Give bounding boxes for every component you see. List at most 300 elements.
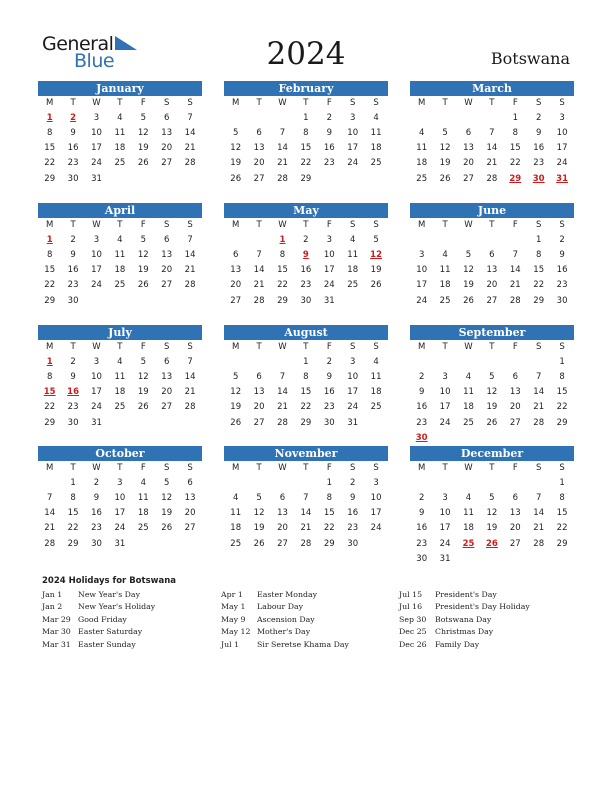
day: 25 [463, 417, 474, 428]
day: 5 [256, 493, 262, 504]
day: 15 [556, 387, 568, 398]
day: 3 [93, 357, 100, 368]
day: 22 [533, 280, 545, 291]
day: 23 [416, 538, 428, 549]
day: 26 [230, 173, 242, 184]
day: 18 [416, 158, 428, 169]
day: 5 [140, 357, 146, 368]
day: 9 [70, 372, 76, 383]
day: 14 [509, 265, 521, 276]
day: 14 [533, 508, 545, 519]
day: 25 [370, 402, 382, 413]
month-header: August [224, 325, 388, 340]
day: 13 [509, 508, 521, 519]
day: 6 [232, 250, 239, 261]
holiday-item [399, 590, 530, 602]
day: 26 [161, 523, 173, 534]
day: 3 [373, 478, 379, 489]
day: 22 [44, 280, 56, 291]
day: 23 [67, 402, 79, 413]
day: 14 [184, 128, 196, 139]
weekday-label: W [464, 463, 473, 473]
month-header: March [410, 81, 574, 96]
weekday-label: F [140, 220, 146, 230]
day: 1 [303, 113, 309, 124]
weekday-label: S [349, 220, 356, 230]
day: 28 [486, 173, 498, 184]
day: 15 [556, 508, 568, 519]
day: 2 [93, 478, 100, 489]
weekday-label: S [559, 342, 565, 352]
holiday-item [42, 590, 155, 602]
day: 23 [347, 523, 359, 534]
day: 15 [44, 143, 56, 154]
day: 22 [509, 158, 521, 169]
day: 5 [373, 235, 379, 246]
day: 18 [114, 143, 126, 154]
day: 12 [230, 143, 242, 154]
day: 15 [44, 265, 56, 276]
day: 1 [303, 357, 309, 368]
holiday-day: 29 [509, 173, 522, 184]
day: 16 [416, 523, 428, 534]
day: 19 [463, 280, 474, 291]
weekday-label: T [442, 463, 448, 473]
day: 19 [486, 523, 498, 534]
day: 15 [323, 508, 335, 519]
day: 4 [140, 478, 146, 489]
day: 3 [326, 235, 332, 246]
day: 24 [416, 295, 428, 306]
day: 5 [140, 235, 146, 246]
day: 12 [137, 250, 149, 261]
weekday-label: F [512, 98, 518, 108]
day: 15 [533, 265, 545, 276]
day: 12 [137, 372, 149, 383]
day: 8 [303, 128, 309, 139]
day: 10 [91, 128, 102, 139]
day: 23 [416, 417, 428, 428]
day: 30 [67, 173, 79, 184]
day: 16 [300, 265, 312, 276]
day: 28 [533, 417, 545, 428]
day: 7 [535, 372, 542, 383]
day: 7 [46, 493, 53, 504]
day: 24 [347, 158, 359, 169]
month-header: May [224, 203, 388, 218]
day: 19 [439, 158, 451, 169]
logo-text-general: General [42, 33, 114, 55]
holiday-date: Mar 29 [42, 614, 71, 624]
day: 27 [509, 538, 521, 549]
holiday-item [221, 602, 349, 614]
day: 11 [416, 143, 428, 154]
holiday-date: Jul 15 [399, 590, 423, 599]
day: 13 [486, 265, 498, 276]
weekday-label: W [464, 220, 473, 230]
day: 29 [44, 173, 56, 184]
day: 17 [370, 508, 382, 519]
weekday-label: T [256, 98, 262, 108]
day: 28 [300, 538, 312, 549]
day: 14 [533, 387, 545, 398]
day: 23 [300, 280, 312, 291]
day: 23 [533, 158, 545, 169]
month-march [410, 81, 574, 184]
holiday-date: May 9 [221, 614, 246, 624]
day: 25 [416, 173, 428, 184]
day: 11 [114, 372, 126, 383]
holiday-name: Family Day [435, 639, 480, 649]
day: 28 [277, 173, 288, 184]
weekday-label: T [256, 463, 262, 473]
month-february [224, 81, 388, 184]
day: 7 [303, 493, 309, 504]
day: 6 [256, 372, 262, 383]
weekday-label: T [489, 463, 495, 473]
day: 20 [463, 158, 474, 169]
weekday-label: M [418, 220, 426, 230]
day: 1 [326, 478, 332, 489]
day: 16 [533, 143, 545, 154]
holiday-name: Christmas Day [435, 627, 494, 637]
weekday-label: S [535, 463, 542, 473]
day: 27 [277, 538, 288, 549]
country-name: Botswana [490, 49, 570, 68]
weekday-label: M [46, 463, 54, 473]
weekday-label: T [70, 342, 76, 352]
day: 30 [67, 295, 79, 306]
holiday-day: 30 [415, 432, 428, 443]
weekday-label: M [46, 220, 54, 230]
day: 18 [463, 523, 474, 534]
day: 9 [326, 372, 332, 383]
day: 15 [509, 143, 521, 154]
day: 20 [161, 387, 173, 398]
day: 25 [230, 538, 242, 549]
day: 10 [347, 128, 359, 139]
month-june [410, 203, 574, 306]
day: 21 [533, 402, 545, 413]
weekday-label: M [232, 98, 240, 108]
day: 14 [184, 372, 196, 383]
weekday-label: W [92, 342, 101, 352]
month-header: January [38, 81, 202, 96]
day: 21 [277, 158, 288, 169]
weekday-label: S [163, 342, 170, 352]
day: 30 [67, 417, 79, 428]
day: 11 [230, 508, 242, 519]
day: 17 [114, 508, 126, 519]
day: 30 [91, 538, 102, 549]
day: 2 [326, 113, 332, 124]
month-header: February [224, 81, 388, 96]
day: 17 [347, 387, 359, 398]
day: 22 [300, 402, 312, 413]
day: 15 [277, 265, 288, 276]
holiday-day: 1 [46, 113, 53, 124]
weekday-label: S [373, 463, 379, 473]
day: 25 [114, 158, 126, 169]
day: 10 [323, 250, 335, 261]
weekday-label: W [464, 98, 473, 108]
weekday-label: S [373, 98, 379, 108]
day: 22 [44, 158, 56, 169]
holiday-name: President's Day [435, 590, 497, 599]
day: 18 [370, 387, 382, 398]
weekday-label: T [117, 98, 123, 108]
month-header: June [410, 203, 574, 218]
day: 22 [300, 158, 312, 169]
weekday-label: S [163, 98, 170, 108]
day: 16 [323, 387, 335, 398]
day: 24 [91, 158, 102, 169]
day: 28 [533, 538, 545, 549]
day: 9 [535, 128, 542, 139]
day: 3 [93, 113, 100, 124]
day: 19 [137, 265, 149, 276]
weekday-label: M [46, 98, 54, 108]
holiday-day: 16 [67, 387, 79, 398]
weekday-label: T [442, 220, 448, 230]
weekday-label: T [442, 98, 448, 108]
day: 10 [91, 372, 102, 383]
holiday-name: Botswana Day [435, 614, 492, 624]
holiday-name: New Year's Holiday [78, 602, 156, 612]
day: 5 [465, 250, 472, 261]
day: 19 [253, 523, 265, 534]
holiday-day: 1 [46, 357, 53, 368]
day: 29 [556, 538, 568, 549]
day: 7 [279, 372, 286, 383]
weekday-label: T [489, 342, 495, 352]
day: 20 [253, 158, 265, 169]
day: 4 [465, 372, 472, 383]
day: 13 [230, 265, 242, 276]
weekday-label: F [512, 220, 518, 230]
day: 26 [137, 158, 149, 169]
logo-text-blue: Blue [74, 50, 115, 72]
day: 27 [253, 173, 265, 184]
day: 30 [416, 553, 428, 564]
weekday-label: S [187, 98, 193, 108]
day: 6 [465, 128, 472, 139]
weekday-label: W [278, 463, 287, 473]
day: 2 [349, 478, 356, 489]
day: 12 [486, 387, 498, 398]
day: 29 [300, 173, 312, 184]
day: 11 [370, 128, 382, 139]
day: 6 [256, 128, 262, 139]
holiday-name: Good Friday [78, 614, 127, 624]
day: 21 [277, 402, 288, 413]
day: 10 [439, 508, 451, 519]
holiday-day: 30 [532, 173, 545, 184]
day: 2 [418, 372, 425, 383]
holiday-name: Easter Saturday [78, 627, 143, 637]
holiday-name: Sir Seretse Khama Day [257, 639, 349, 649]
day: 10 [114, 493, 126, 504]
day: 18 [137, 508, 149, 519]
holiday-day: 1 [46, 235, 53, 246]
day: 12 [253, 508, 265, 519]
day: 6 [489, 250, 495, 261]
day: 19 [230, 402, 242, 413]
day: 24 [439, 417, 451, 428]
day: 3 [117, 478, 123, 489]
day: 23 [556, 280, 568, 291]
day: 4 [373, 113, 379, 124]
day: 11 [347, 250, 359, 261]
weekday-label: M [46, 342, 54, 352]
day: 17 [439, 402, 451, 413]
day: 29 [67, 538, 79, 549]
day: 3 [349, 357, 356, 368]
day: 11 [137, 493, 149, 504]
holiday-item [221, 640, 349, 652]
day: 20 [230, 280, 242, 291]
weekday-label: F [512, 463, 518, 473]
day: 5 [489, 493, 495, 504]
day: 8 [46, 128, 53, 139]
day: 7 [535, 493, 542, 504]
day: 2 [303, 235, 309, 246]
holiday-date: Jan 1 [42, 590, 63, 599]
day: 24 [347, 402, 359, 413]
day: 8 [512, 128, 518, 139]
day: 5 [232, 128, 239, 139]
weekday-label: S [535, 342, 542, 352]
day: 10 [439, 387, 451, 398]
day: 7 [187, 113, 193, 124]
day: 29 [44, 417, 56, 428]
day: 18 [370, 143, 382, 154]
day: 29 [300, 417, 312, 428]
weekday-label: S [187, 220, 193, 230]
holiday-day: 12 [370, 250, 382, 261]
weekday-label: F [326, 463, 332, 473]
day: 16 [91, 508, 102, 519]
day: 30 [300, 295, 312, 306]
day: 14 [253, 265, 265, 276]
day: 21 [184, 387, 196, 398]
day: 29 [277, 295, 288, 306]
holiday-item [399, 615, 530, 627]
day: 12 [161, 493, 173, 504]
day: 1 [70, 478, 76, 489]
day: 10 [370, 493, 382, 504]
weekday-label: F [326, 98, 332, 108]
day: 28 [44, 538, 56, 549]
day: 12 [230, 387, 242, 398]
day: 29 [323, 538, 335, 549]
weekday-label: T [70, 220, 76, 230]
day: 23 [67, 158, 79, 169]
day: 9 [349, 493, 356, 504]
day: 4 [418, 128, 425, 139]
day: 7 [187, 235, 193, 246]
day: 9 [70, 128, 76, 139]
holiday-date: Dec 26 [399, 639, 427, 649]
day: 30 [347, 538, 359, 549]
holiday-item [221, 627, 349, 639]
weekday-label: F [140, 98, 146, 108]
day: 24 [114, 523, 126, 534]
weekday-label: T [117, 463, 123, 473]
holiday-name: Ascension Day [257, 614, 315, 624]
day: 27 [509, 417, 521, 428]
month-november [224, 446, 388, 549]
weekday-label: S [163, 463, 170, 473]
day: 25 [439, 295, 451, 306]
day: 28 [277, 417, 288, 428]
holiday-day: 15 [43, 387, 56, 398]
day: 2 [418, 493, 425, 504]
day: 26 [137, 280, 149, 291]
weekday-label: W [278, 342, 287, 352]
day: 11 [370, 372, 382, 383]
day: 22 [323, 523, 335, 534]
day: 23 [67, 280, 79, 291]
day: 9 [70, 250, 76, 261]
day: 23 [323, 402, 335, 413]
day: 21 [300, 523, 312, 534]
day: 6 [163, 235, 170, 246]
day: 15 [67, 508, 79, 519]
day: 4 [117, 357, 123, 368]
day: 9 [326, 128, 332, 139]
month-header: October [38, 446, 202, 461]
holiday-day: 26 [485, 538, 498, 549]
day: 16 [323, 143, 335, 154]
day: 20 [184, 508, 196, 519]
day: 24 [91, 402, 102, 413]
day: 6 [512, 493, 518, 504]
day: 26 [253, 538, 265, 549]
weekday-label: T [303, 342, 309, 352]
day: 12 [439, 143, 451, 154]
day: 8 [279, 250, 286, 261]
day: 8 [303, 372, 309, 383]
holiday-day: 9 [302, 250, 309, 261]
day: 13 [509, 387, 521, 398]
day: 25 [370, 158, 382, 169]
month-december [410, 446, 574, 564]
day: 11 [114, 128, 126, 139]
page-title: 2024 [266, 36, 346, 72]
month-header: April [38, 203, 202, 218]
day: 21 [533, 523, 545, 534]
holiday-item [42, 640, 155, 652]
weekday-label: W [278, 98, 287, 108]
day: 8 [70, 493, 76, 504]
day: 16 [416, 402, 428, 413]
day: 15 [300, 387, 312, 398]
holiday-name: New Year's Day [78, 590, 140, 599]
holiday-column [399, 590, 530, 652]
day: 7 [187, 357, 193, 368]
day: 19 [230, 158, 242, 169]
day: 10 [556, 128, 568, 139]
weekday-label: F [140, 463, 146, 473]
day: 3 [418, 250, 425, 261]
weekday-label: T [70, 463, 76, 473]
day: 31 [439, 553, 451, 564]
weekday-label: S [349, 98, 356, 108]
day: 5 [232, 372, 239, 383]
day: 12 [463, 265, 474, 276]
day: 17 [416, 280, 428, 291]
